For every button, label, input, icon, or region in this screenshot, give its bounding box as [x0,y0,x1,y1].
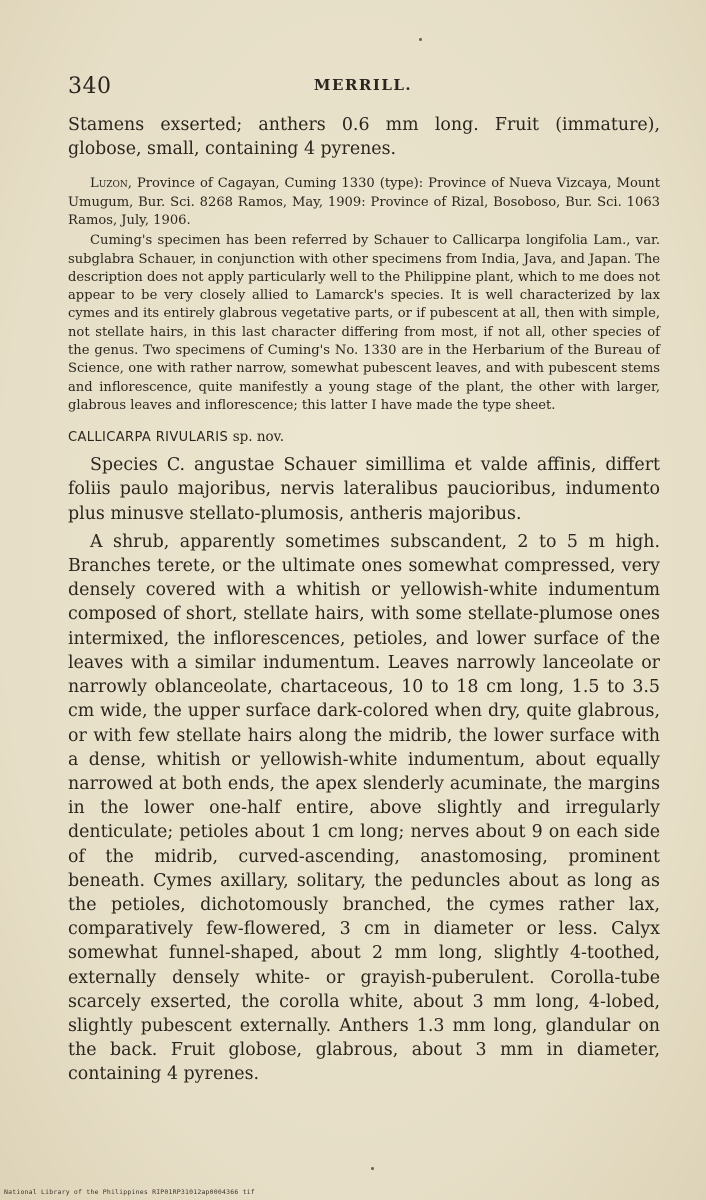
discussion-paragraph: Cuming's specimen has been referred by Schauer to Callicarpa longifolia Lam., var. subglabra Schauer, in conjunction with other specimens from India, Java, and Japan. The description does not apply particularly well to the Philippine plant, which to me does not appear to be very closely allied to Lamarck's species. It is well characterized by lax cymes and its entirely glabrous vegetative parts, or if pubescent at all, then with simple, not stellate hairs, in this last character differing from most, if not all, other species of the genus. Two specimens of Cuming's No. 1330 are in the Herbarium of the Bureau of Science, one with rather narrow, somewhat pubescent leaves, and with pubescent stems and inflorescence, quite manifestly a young stage of the plant, the other with larger, glabrous leaves and inflorescence; this latter I have made the type sheet. [68,233,661,413]
latin-diagnosis: Species C. angustae Schauer simillima et valde affinis, differt foliis paulo majoribus, nervis lateralibus paucioribus, indumento plus minusve stellato-plumosis, antheris majoribus. [68,455,660,524]
page-number: 340 [68,74,112,99]
description-paragraph: A shrub, apparently sometimes subscandent, 2 to 5 m high. Branches terete, or the ultimate ones somewhat compressed, very densely covered with a whitish or yellowish-white indumentum composed of short, stellate hairs, with some stellate-plumose ones intermixed, the inflorescences, petioles, and lower surface of the leaves with a similar indumentum. Leaves narrowly lanceolate or narrowly oblanceolate, chartaceous, 10 to 18 cm long, 1.5 to 3.5 cm wide, the upper surface dark-colored when dry, quite glabrous, or with few stellate hairs along the midrib, the lower surface with a dense, whitish or yellowish-white indumentum, about equally narrowed at both ends, the apex slenderly acuminate, the margins in the lower one-half entire, above slightly and irregularly denticulate; petioles about 1 cm long; nerves about 9 on each side of the midrib, curved-ascending, anastomosing, prominent beneath. Cymes axillary, solitary, the peduncles about as long as the petioles, dichotomously branched, the cymes rather lax, comparatively few-flowered, 3 cm in diameter or less. Calyx somewhat funnel-shaped, about 2 mm long, slightly 4-toothed, externally densely white- or grayish-puberulent. Corolla-tube scarcely exserted, the corolla white, about 3 mm long, 4-lobed, slightly pubescent externally. Anthers 1.3 mm long, glandular on the back. Fruit globose, glabrous, about 3 mm in diameter, containing 4 pyrenes. [68,531,660,1085]
page-header [68,74,658,104]
locality-paragraph [68,175,660,230]
species-rank: sp. nov. [232,429,284,446]
locality-text: , Province of Cagayan, Cuming 1330 (type): Province of Nueva Vizcaya, Mount Umugum, Bur. Sci. 8268 Ramos, May, 1909: Province of Rizal, Bosoboso, Bur. Sci. 1063 Ramos, July, 1906. [68,176,660,228]
species-name: CALLICARPA RIVULARIS [68,430,229,446]
body-text [68,113,660,1087]
stamens-paragraph: Stamens exserted; anthers 0.6 mm long. Fruit (immature), globose, small, containing 4 pyrenes. [68,115,660,160]
speck-mark [419,38,422,41]
locality-region: Luzon [90,176,128,192]
scan-footer: National Library of the Philippines RIP01RP31012ap0004366 tif [4,1188,255,1196]
running-head: MERRILL. [313,76,413,94]
speck-mark [371,1167,374,1170]
species-heading [68,429,660,445]
